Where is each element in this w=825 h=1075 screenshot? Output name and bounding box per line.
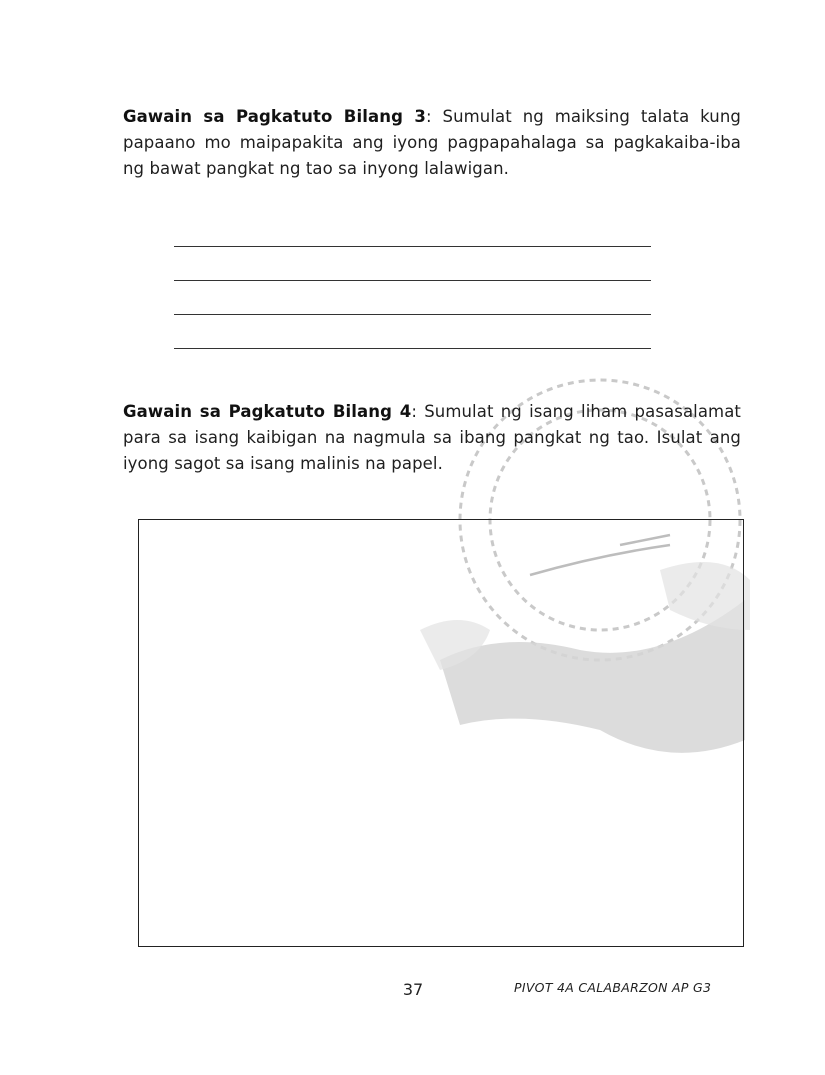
answer-line-3[interactable] bbox=[174, 314, 651, 315]
activity-4-instruction bbox=[123, 399, 741, 477]
answer-line-1[interactable] bbox=[174, 246, 651, 247]
activity-3-text: : Sumulat ng maiksing talata kung papaano mo maipapakita ang iyong pagpapahalaga sa pagkakaiba-iba ng bawat pangkat ng tao sa inyong lalawigan. bbox=[123, 107, 741, 178]
activity-3-instruction bbox=[123, 104, 741, 182]
activity-4-heading: Gawain sa Pagkatuto Bilang 4 bbox=[123, 402, 412, 421]
answer-line-4[interactable] bbox=[174, 348, 651, 349]
page-number: 37 bbox=[402, 980, 424, 999]
activity-3-heading: Gawain sa Pagkatuto Bilang 3 bbox=[123, 107, 426, 126]
module-code: PIVOT 4A CALABARZON AP G3 bbox=[514, 980, 712, 995]
activity-4-text: : Sumulat ng isang liham pasasalamat para sa isang kaibigan na nagmula sa ibang pangkat ng tao. Isulat ang iyong sagot sa isang malinis na papel. bbox=[123, 402, 742, 473]
answer-line-2[interactable] bbox=[174, 280, 651, 281]
letter-answer-box[interactable] bbox=[138, 519, 744, 947]
